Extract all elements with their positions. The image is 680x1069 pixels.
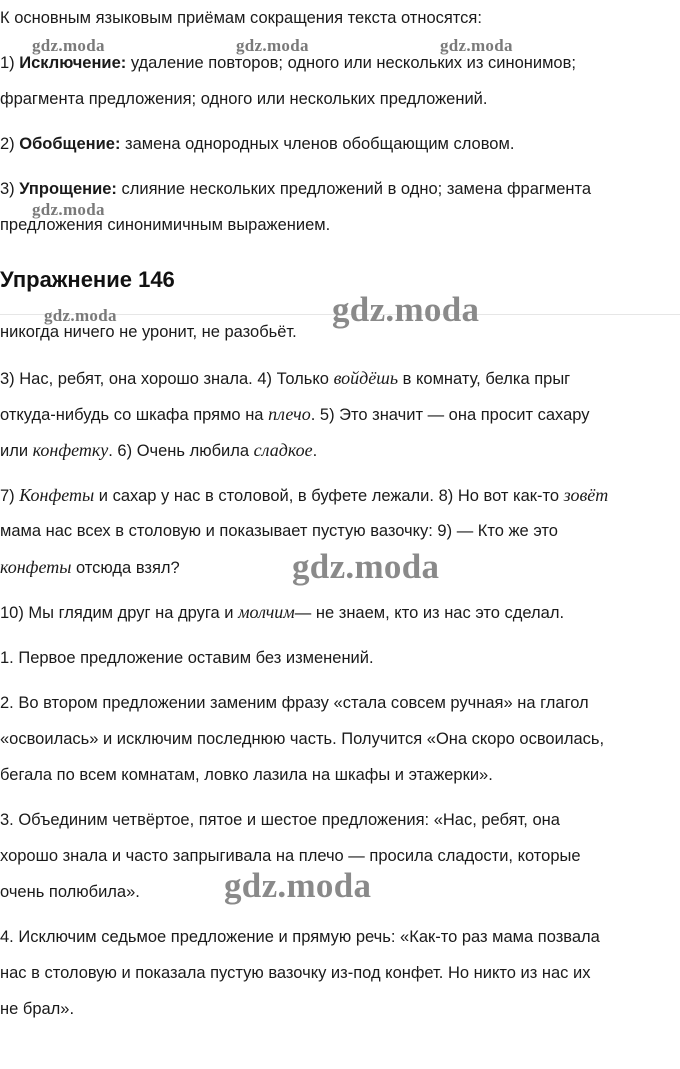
exercise-p2-line-3 [0, 440, 317, 461]
text-run: или [0, 442, 29, 460]
watermark: gdz.moda [32, 36, 105, 55]
solution-step-2-line-3: бегала по всем комнатам, ловко лазила на шкафы и этажерки». [0, 766, 493, 784]
intro-item-2 [0, 134, 514, 154]
text-run: . 5) Это значит — она просит сахару [310, 406, 590, 424]
solution-step-2-line-2: «освоилась» и исключим последнюю часть. Получится «Она скоро освоилась, [0, 730, 605, 748]
exercise-p2-line-2 [0, 404, 590, 425]
text-run: 10) Мы глядим друг на друга и [0, 604, 234, 622]
intro-item-1-line-2: фрагмента предложения; одного или нескольких предложений. [0, 90, 488, 108]
exercise-title: Упражнение 146 [0, 267, 175, 292]
item-number: 3) [0, 180, 15, 198]
item-number: 1) [0, 54, 15, 72]
text-run: . 6) Очень любила [108, 442, 250, 460]
text-run: в комнату, белка прыг [402, 370, 571, 388]
exercise-p3-line-1 [0, 485, 608, 506]
watermark: gdz.moda [32, 200, 105, 219]
watermark: gdz.moda [236, 36, 309, 55]
solution-step-3-line-2: хорошо знала и часто запрыгивала на плечо — просила сладости, которые [0, 847, 581, 865]
italic-word: зовёт [563, 485, 609, 505]
solution-step-4-line-2: нас в столовую и показала пустую вазочку из-под конфет. Но никто из нас их [0, 964, 591, 982]
text-run: 7) [0, 487, 15, 505]
watermark: gdz.moda [224, 866, 372, 905]
item-text: слияние нескольких предложений в одно; замена фрагмента [121, 180, 592, 198]
solution-step-2-line-1: 2. Во втором предложении заменим фразу «стала совсем ручная» на глагол [0, 694, 589, 712]
italic-word: молчим [238, 602, 295, 622]
solution-step-4-line-3: не брал». [0, 1000, 75, 1018]
intro-item-3-line-1 [0, 179, 591, 199]
item-text: удаление повторов; одного или нескольких из синонимов; [130, 54, 576, 72]
text-run: — не знаем, кто из нас это сделал. [294, 604, 565, 622]
solution-step-3-line-3: очень полюбила». [0, 883, 140, 901]
term-generalization: Обобщение: [19, 135, 121, 153]
watermark: gdz.moda [332, 290, 480, 329]
divider [0, 314, 680, 315]
text-run: отсюда взял? [75, 559, 180, 577]
intro-item-3-line-2: предложения синонимичным выражением. [0, 216, 331, 234]
exercise-p2-line-1 [0, 368, 570, 389]
item-number: 2) [0, 135, 15, 153]
italic-word: конфеты [0, 557, 72, 577]
watermark: gdz.moda [440, 36, 513, 55]
exercise-paragraph-4 [0, 602, 564, 623]
italic-word: сладкое [253, 440, 313, 460]
exercise-p3-line-2: мама нас всех в столовую и показывает пустую вазочку: 9) — Кто же это [0, 522, 558, 540]
term-simplification: Упрощение: [19, 180, 117, 198]
item-text: замена однородных членов обобщающим словом. [125, 135, 515, 153]
solution-step-4-line-1: 4. Исключим седьмое предложение и прямую речь: «Как-то раз мама позвала [0, 928, 600, 946]
exercise-paragraph-1: никогда ничего не уронит, не разобьёт. [0, 323, 297, 341]
text-run: откуда-нибудь со шкафа прямо на [0, 406, 264, 424]
watermark: gdz.moda [44, 306, 117, 325]
watermark: gdz.moda [292, 547, 440, 586]
italic-word: плечо [268, 404, 311, 424]
solution-step-3-line-1: 3. Объединим четвёртое, пятое и шестое предложения: «Нас, ребят, она [0, 811, 560, 829]
intro-item-1-line-1 [0, 53, 576, 73]
text-run: и сахар у нас в столовой, в буфете лежали. 8) Но вот как-то [98, 487, 560, 505]
term-exclusion: Исключение: [19, 54, 127, 72]
solution-step-1: 1. Первое предложение оставим без изменений. [0, 649, 374, 667]
exercise-p3-line-3 [0, 557, 180, 578]
italic-word: войдёшь [333, 368, 399, 388]
text-run: . [312, 442, 318, 460]
text-run: 3) Нас, ребят, она хорошо знала. 4) Только [0, 370, 329, 388]
italic-word: Конфеты [19, 485, 95, 505]
intro-heading: К основным языковым приёмам сокращения текста относятся: [0, 9, 482, 27]
italic-word: конфетку [32, 440, 109, 460]
